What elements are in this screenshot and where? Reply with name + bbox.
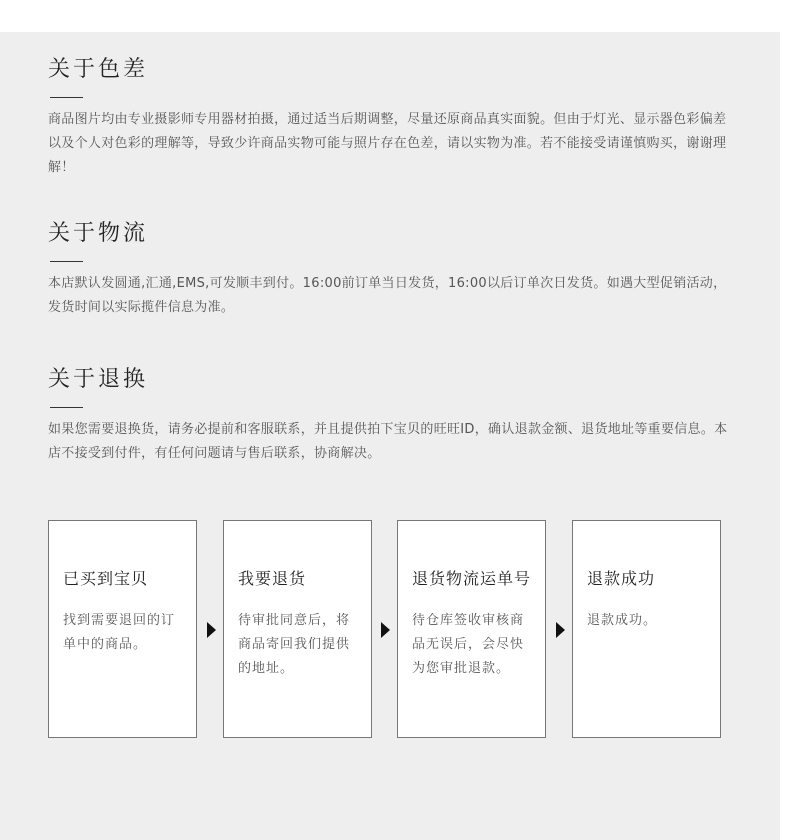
step-title: 我要退货: [238, 569, 307, 588]
triangle-right-icon: [556, 622, 565, 638]
section-color-difference: [48, 56, 738, 180]
step-title: 退货物流运单号: [412, 569, 532, 588]
step-card-4: [572, 520, 721, 738]
section-title: 关于色差: [48, 57, 149, 82]
title-underline: [50, 261, 83, 262]
step-desc: 退款成功。: [587, 613, 658, 628]
title-underline: [50, 97, 83, 98]
section-body: 本店默认发圆通,汇通,EMS,可发顺丰到付。16:00前订单当日发货，16:00以后订单次日发货。如遇大型促销活动，发货时间以实际揽件信息为准。: [48, 276, 727, 315]
section-logistics: [48, 220, 738, 320]
step-title: 退款成功: [587, 569, 656, 588]
section-returns: [48, 366, 738, 466]
step-title: 已买到宝贝: [63, 569, 149, 588]
title-underline: [50, 407, 83, 408]
triangle-right-icon: [207, 622, 216, 638]
step-desc: 待审批同意后，将商品寄回我们提供的地址。: [238, 613, 351, 676]
step-card-3: [397, 520, 546, 738]
triangle-right-icon: [381, 622, 390, 638]
section-title: 关于物流: [48, 221, 149, 246]
section-body: 商品图片均由专业摄影师专用器材拍摄，通过适当后期调整，尽量还原商品真实面貌。但由于灯光、显示器色彩偏差以及个人对色彩的理解等，导致少许商品实物可能与照片存在色差，请以实物为准。若不能接受请谨慎购买，谢谢理解！: [48, 112, 727, 175]
step-desc: 待仓库签收审核商品无误后，会尽快为您审批退款。: [412, 613, 525, 676]
step-card-1: [48, 520, 197, 738]
section-body: 如果您需要退换货，请务必提前和客服联系，并且提供拍下宝贝的旺旺ID，确认退款金额、退货地址等重要信息。本店不接受到付件，有任何问题请与售后联系，协商解决。: [48, 422, 728, 461]
step-desc: 找到需要退回的订单中的商品。: [63, 613, 176, 652]
section-title: 关于退换: [48, 367, 149, 392]
step-card-2: [223, 520, 372, 738]
